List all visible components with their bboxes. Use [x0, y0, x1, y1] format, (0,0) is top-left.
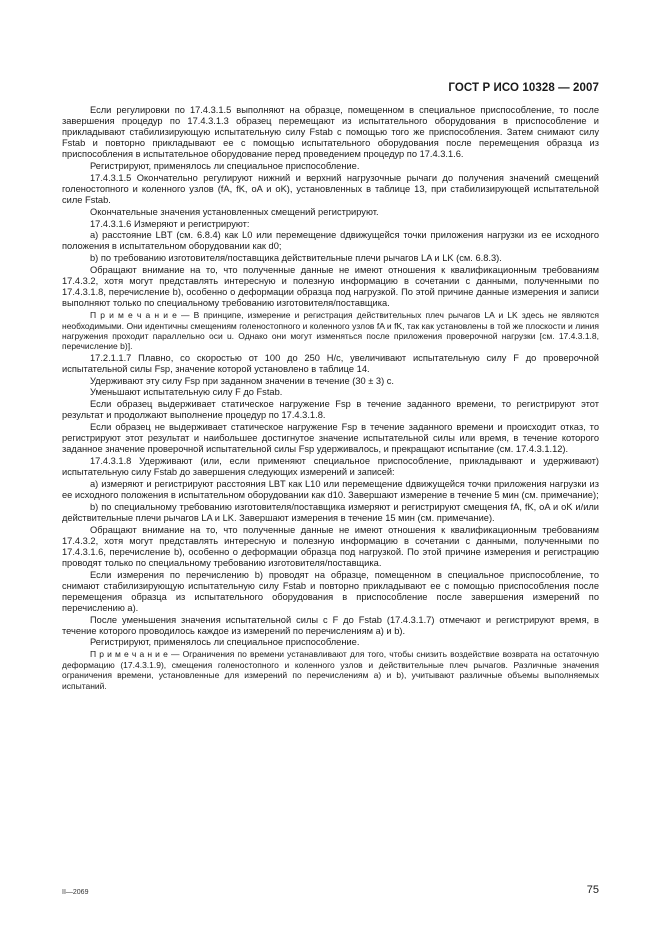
paragraph: Если регулировки по 17.4.3.1.5 выполняют на образце, помещенном в специальное приспособление, то после завершения процедур по 17.4.3.1.3 образец перемещают из испытательного оборудования в приспособление и прикладывают стабилизирующую испытательную силу Fstab с помощью того же приспособления. Затем снимают силу Fstab и повторно прикладывают ее с помощью испытательного оборудования после перемещения образца из приспособления в испытательное оборудование перед проведением процедур по 17.4.3.1.6.	[62, 105, 599, 159]
paragraph: Регистрируют, применялось ли специальное приспособление.	[90, 637, 360, 648]
list-item: a) измеряют и регистрируют расстояния LBT как L10 или перемещение dдвижущейся точки приложения нагрузки из ее исходного положения в испытательном оборудовании как d10. Завершают измерение в течение 5 мин (см. примечание);	[62, 478, 599, 500]
page-number: 75	[586, 884, 599, 896]
paragraph: После уменьшения значения испытательной силы с F до Fstab (17.4.3.1.7) отмечают и регистрируют время, в течение которого проводилось каждое из измерений по перечислениям а) и b).	[62, 614, 599, 636]
footer-code: II—2069	[62, 889, 89, 896]
list-item: a) расстояние LBT (см. 6.8.4) как L0 или перемещение dдвижущейся точки приложения нагрузки из ее исходного положения в испытательном оборудовании как d0;	[62, 230, 599, 252]
paragraph: 17.4.3.1.5 Окончательно регулируют нижний и верхний нагрузочные рычаги до получения значений смещений голеностопного и коленного узлов (fA, fK, oA и oK), установленных в таблице 13, при стабилизирующей испытательной силе Fstab.	[62, 172, 599, 205]
paragraph: 17.4.3.1.6 Измеряют и регистрируют:	[90, 218, 250, 229]
paragraph: Окончательные значения установленных смещений регистрируют.	[90, 206, 379, 217]
note: П р и м е ч а н и е — Ограничения по времени устанавливают для того, чтобы снизить воздействие возврата на остаточную деформацию (17.4.3.1.9), смещения голеностопного и коленного узлов и действительные плеч рычагов. Различные значения ограничения времени, установленные для измерений по перечислениям а) и b), учитывают различные объемы выполняемых испытаний.	[62, 649, 599, 691]
paragraph: Регистрируют, применялось ли специальное приспособление.	[90, 160, 360, 171]
note: П р и м е ч а н и е — В принципе, измерение и регистрация действительных плеч рычагов LA и LK здесь не являются необходимыми. Они идентичны смещениям голеностопного и коленного узлов fA и fK, так как установлены в той же плоскости и линия нагружения проходит параллельно оси u. Однако они могут изменяться после приложения проверочной нагрузки [см. 17.4.3.1.8, перечисление b)].	[62, 310, 599, 352]
paragraph: Если образец выдерживает статическое нагружение Fsp в течение заданного времени, то регистрируют этот результат и продолжают выполнение процедур по 17.4.3.1.8.	[62, 399, 599, 421]
paragraph: 17.4.3.1.8 Удерживают (или, если применяют специальное приспособление, прикладывают и удерживают) испытательную силу Fstab до завершения следующих измерений и записей:	[62, 456, 599, 478]
document-body	[62, 105, 599, 692]
document-header: ГОСТ Р ИСО 10328 — 2007	[448, 82, 599, 94]
list-item: b) по специальному требованию изготовителя/поставщика измеряют и регистрируют смещения fA, fK, oA и oK и/или действительные плечи рычагов LA и LK. Завершают измерения в течение 15 мин (см. примечание).	[62, 501, 599, 523]
paragraph: Уменьшают испытательную силу F до Fstab.	[90, 387, 283, 398]
paragraph: 17.2.1.1.7 Плавно, со скоростью от 100 до 250 Н/с, увеличивают испытательную силу F до проверочной испытательной силы Fsp, значение которой установлено в таблице 14.	[62, 352, 599, 374]
paragraph: Обращают внимание на то, что полученные данные не имеют отношения к квалификационным требованиям 17.4.3.2, хотя могут представлять интересную и полезную информацию в сочетании с данными, полученными по 17.4.3.1.6, перечисление b), особенно о деформации образца под нагрузкой. По этой причине измерения и регистрацию проводят только по специальному требованию изготовителя/поставщика.	[62, 524, 599, 568]
paragraph: Если измерения по перечислению b) проводят на образце, помещенном в специальное приспособление, то снимают стабилизирующую испытательную силу Fstab и повторно прикладывают ее с помощью приспособления после перемещения образца из испытательного оборудования в приспособление после завершения измерений по перечислению а).	[62, 569, 599, 613]
paragraph: Удерживают эту силу Fsp при заданном значении в течение (30 ± 3) с.	[90, 375, 395, 386]
paragraph: Обращают внимание на то, что полученные данные не имеют отношения к квалификационным требованиям 17.4.3.2, хотя могут представлять интересную и полезную информацию в сочетании с данными, полученными по 17.4.3.1.8, перечисление b), особенно о деформации образца под нагрузкой. По этой причине данные измерения и записи выполняют только по специальному требованию изготовителя/поставщика.	[62, 265, 599, 309]
list-item: b) по требованию изготовителя/поставщика действительные плечи рычагов LA и LK (см. 6.8.3).	[90, 253, 502, 264]
paragraph: Если образец не выдерживает статическое нагружение Fsp в течение заданного времени и происходит отказ, то регистрируют этот результат и наибольшее достигнутое значение испытательной силы или время, в течение которого заданное значение проверочной испытательной силы Fsp удерживалось, и прекращают испытание (см. 17.4.3.1.12).	[62, 422, 599, 455]
